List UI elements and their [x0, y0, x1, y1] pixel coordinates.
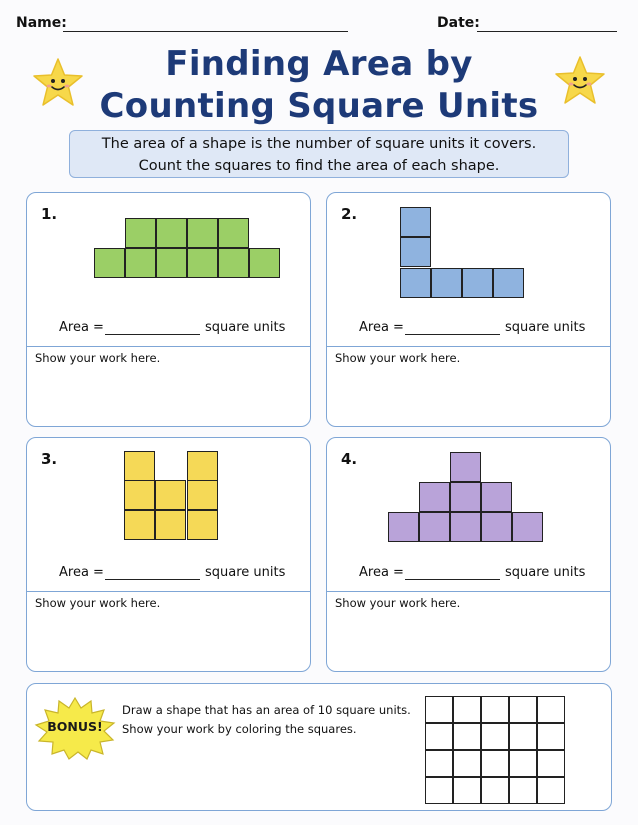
shape-square	[155, 510, 186, 540]
problem-card-3	[26, 437, 311, 672]
date-field[interactable]	[477, 31, 617, 32]
drawing-grid[interactable]	[425, 696, 565, 802]
divider	[27, 591, 310, 592]
shape-square	[493, 268, 524, 298]
area-answer-field[interactable]	[105, 579, 200, 580]
name-field[interactable]	[63, 31, 348, 32]
unit-label: square units	[505, 565, 586, 580]
shape-square	[400, 207, 431, 237]
problem-card-1	[26, 192, 311, 427]
shape-square	[125, 218, 156, 248]
area-label: Area =	[359, 565, 404, 580]
grid-square[interactable]	[481, 777, 509, 804]
problem-card-4	[326, 437, 611, 672]
shape-square	[450, 482, 481, 512]
problem-number: 2.	[341, 205, 358, 223]
shape-square	[156, 218, 187, 248]
grid-square[interactable]	[481, 750, 509, 777]
problem-number: 4.	[341, 450, 358, 468]
work-label: Show your work here.	[335, 596, 461, 610]
area-label: Area =	[59, 565, 104, 580]
shape-square	[450, 452, 481, 482]
unit-label: square units	[205, 320, 286, 335]
area-label: Area =	[59, 320, 104, 335]
shape-square	[388, 512, 419, 542]
grid-square[interactable]	[425, 777, 453, 804]
shape-square	[462, 268, 493, 298]
grid-square[interactable]	[425, 696, 453, 723]
shape-square	[419, 512, 450, 542]
problem-card-2	[326, 192, 611, 427]
problem-number: 3.	[41, 450, 58, 468]
grid-square[interactable]	[509, 777, 537, 804]
grid-square[interactable]	[453, 696, 481, 723]
shape-square	[94, 248, 125, 278]
work-label: Show your work here.	[35, 351, 161, 365]
shape-square	[481, 512, 512, 542]
bonus-line2: Show your work by coloring the squares.	[122, 722, 357, 736]
shape-square	[450, 512, 481, 542]
area-answer-field[interactable]	[105, 334, 200, 335]
grid-square[interactable]	[453, 750, 481, 777]
work-label: Show your work here.	[335, 351, 461, 365]
grid-square[interactable]	[425, 750, 453, 777]
grid-square[interactable]	[537, 750, 565, 777]
grid-square[interactable]	[425, 723, 453, 750]
area-answer-field[interactable]	[405, 334, 500, 335]
shape-square	[155, 480, 186, 510]
shape-square	[512, 512, 543, 542]
grid-square[interactable]	[537, 777, 565, 804]
page-title-line1: Finding Area by	[165, 44, 473, 84]
grid-square[interactable]	[537, 696, 565, 723]
work-label: Show your work here.	[35, 596, 161, 610]
shape-square	[218, 218, 249, 248]
date-label: Date:	[437, 15, 480, 31]
grid-square[interactable]	[537, 723, 565, 750]
unit-label: square units	[505, 320, 586, 335]
bonus-section	[26, 683, 612, 811]
area-answer-field[interactable]	[405, 579, 500, 580]
shape-square	[187, 510, 218, 540]
shape-square	[481, 482, 512, 512]
intro-box	[69, 130, 569, 178]
grid-square[interactable]	[509, 696, 537, 723]
grid-square[interactable]	[481, 696, 509, 723]
shape-square	[124, 480, 155, 510]
grid-square[interactable]	[453, 777, 481, 804]
shape-square	[187, 218, 218, 248]
name-label: Name:	[16, 15, 67, 31]
grid-square[interactable]	[453, 723, 481, 750]
intro-line2: Count the squares to find the area of each shape.	[138, 158, 500, 174]
shape-square	[400, 237, 431, 267]
shape-square	[187, 248, 218, 278]
shape-square	[156, 248, 187, 278]
shape-square	[124, 451, 155, 481]
shape-square	[431, 268, 462, 298]
shape-square	[187, 451, 218, 481]
unit-label: square units	[205, 565, 286, 580]
bonus-line1: Draw a shape that has an area of 10 square units.	[122, 703, 411, 717]
shape-square	[187, 480, 218, 510]
shape-square	[218, 248, 249, 278]
divider	[27, 346, 310, 347]
problem-number: 1.	[41, 205, 58, 223]
grid-square[interactable]	[509, 750, 537, 777]
shape-square	[124, 510, 155, 540]
bonus-badge-label: BONUS!	[47, 719, 103, 734]
page-title-line2: Counting Square Units	[99, 86, 539, 126]
intro-line1: The area of a shape is the number of square units it covers.	[101, 136, 537, 152]
area-label: Area =	[359, 320, 404, 335]
shape-square	[400, 268, 431, 298]
divider	[327, 591, 610, 592]
grid-square[interactable]	[481, 723, 509, 750]
grid-square[interactable]	[509, 723, 537, 750]
shape-square	[125, 248, 156, 278]
divider	[327, 346, 610, 347]
shape-square	[419, 482, 450, 512]
shape-square	[249, 248, 280, 278]
